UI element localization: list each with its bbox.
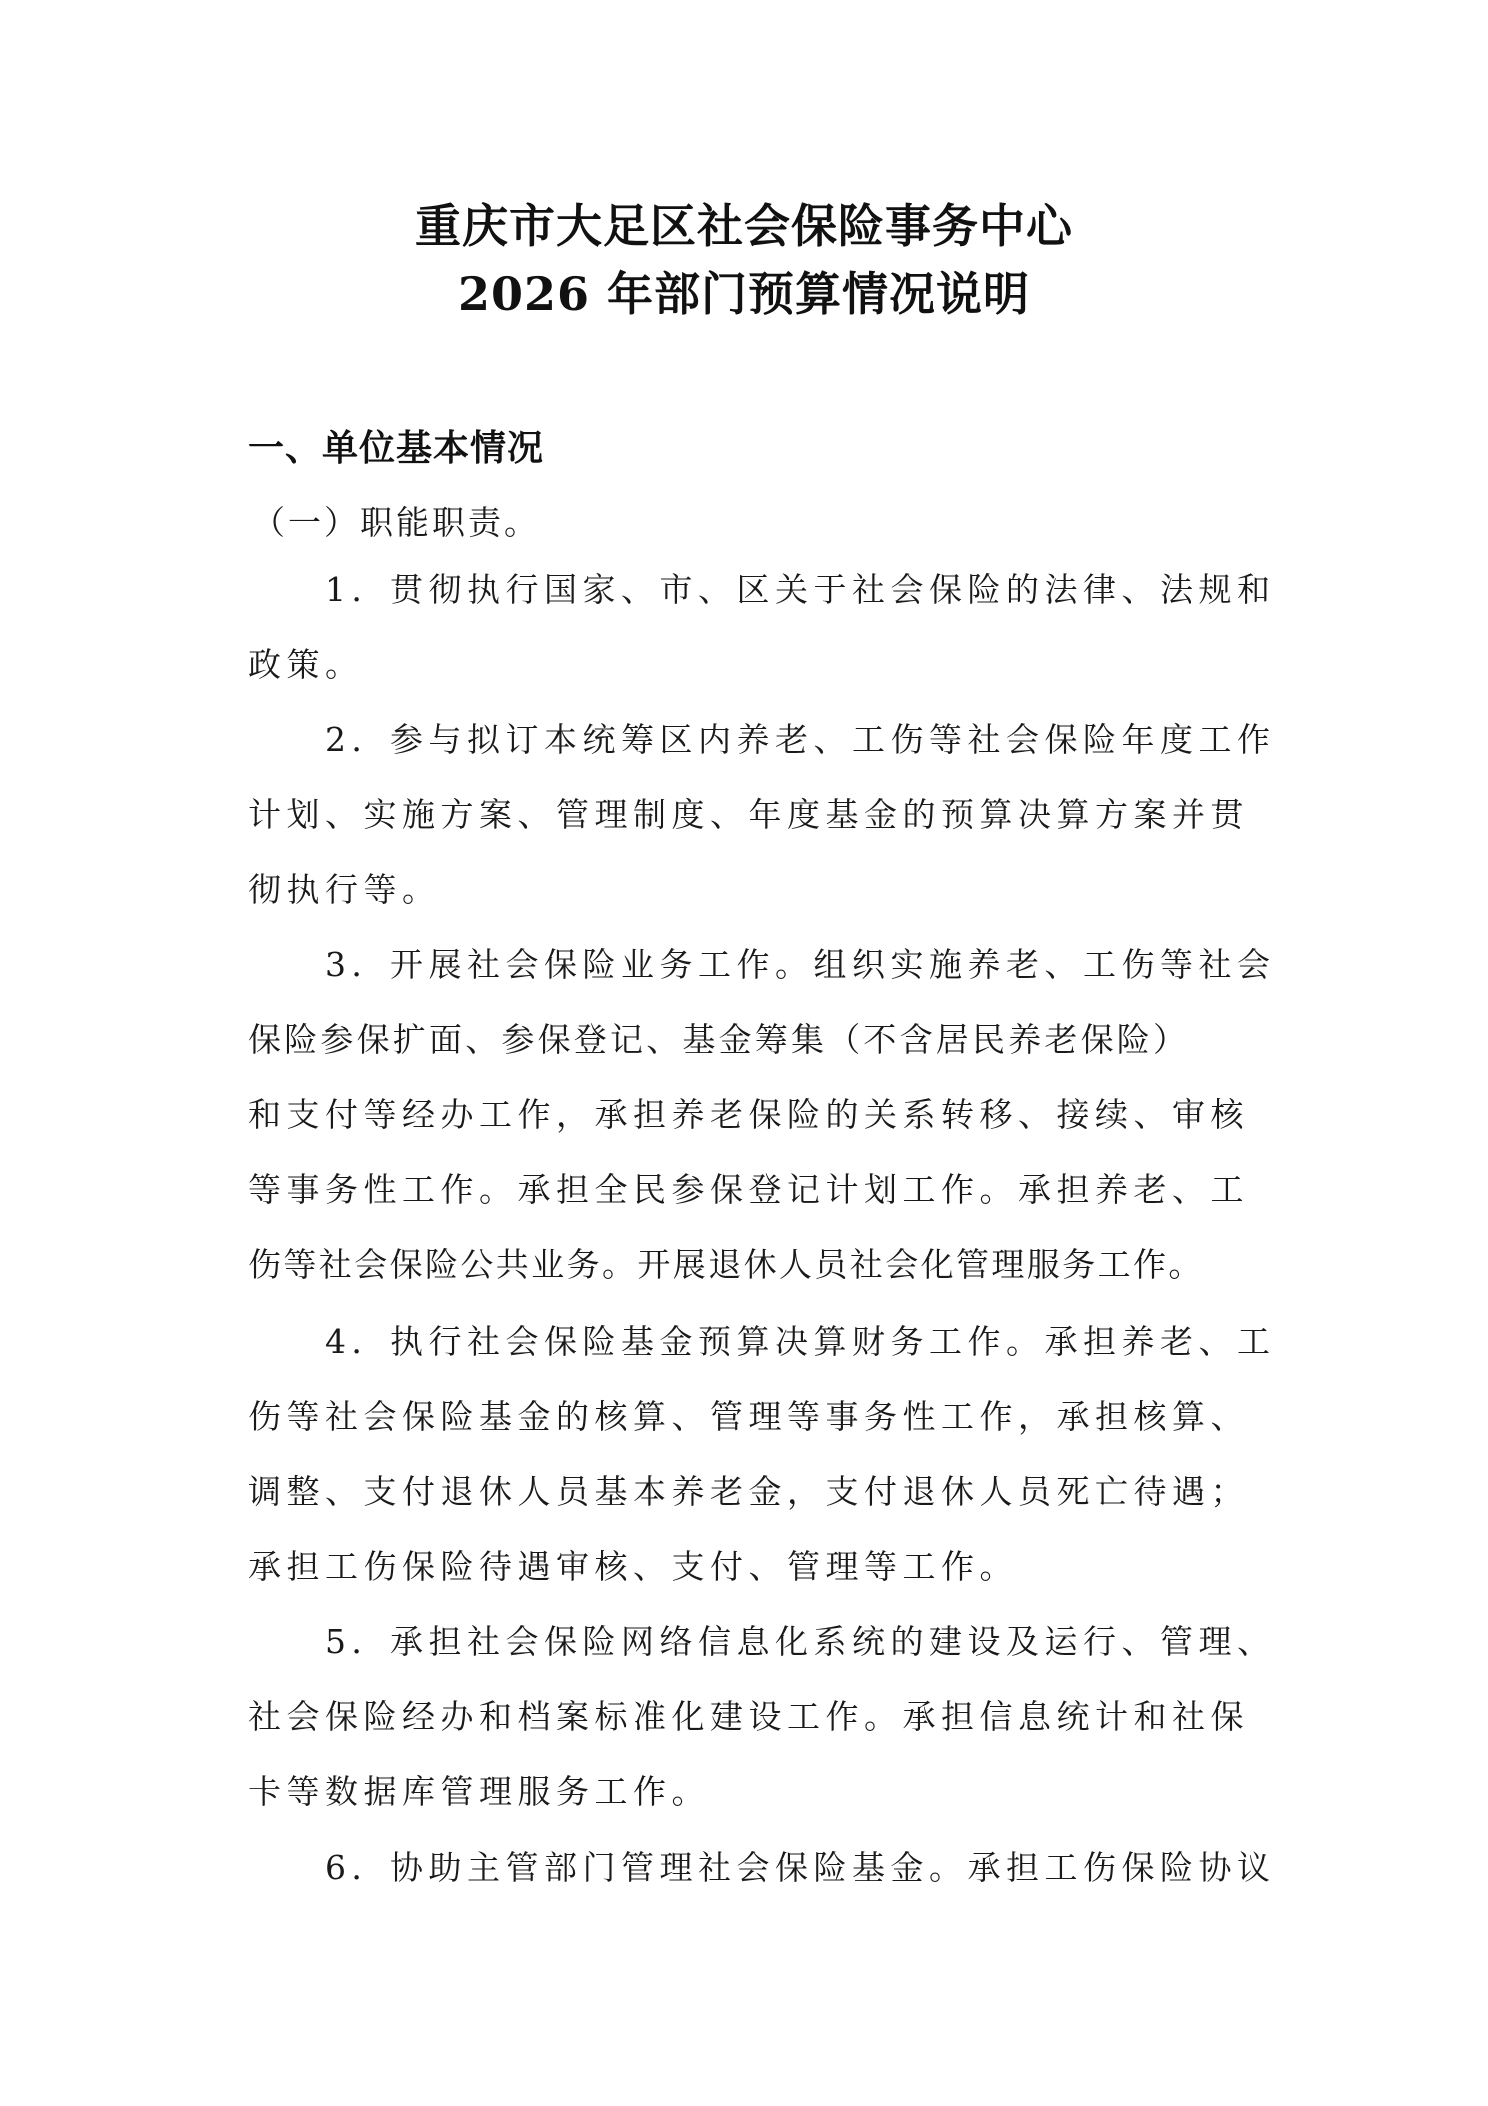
paragraph-line: 承担工伤保险待遇审核、支付、管理等工作。 (248, 1547, 1018, 1586)
paragraph-line: 卡等数据库管理服务工作。 (248, 1772, 710, 1811)
paragraph-line: 6．协助主管部门管理社会保险基金。承担工伤保险协议 (325, 1848, 1276, 1887)
paragraph-line: 社会保险经办和档案标准化建设工作。承担信息统计和社保 (248, 1697, 1249, 1736)
paragraph-line: 伤等社会保险公共业务。开展退休人员社会化管理服务工作。 (248, 1245, 1204, 1284)
paragraph-line: 等事务性工作。承担全民参保登记计划工作。承担养老、工 (248, 1170, 1249, 1209)
paragraph-line: 调整、支付退休人员基本养老金，支付退休人员死亡待遇； (248, 1472, 1249, 1511)
paragraph-line: 计划、实施方案、管理制度、年度基金的预算决算方案并贯 (248, 795, 1249, 834)
paragraph-line: 保险参保扩面、参保登记、基金筹集（不含居民养老保险） (248, 1020, 1190, 1059)
paragraph-line: 5．承担社会保险网络信息化系统的建设及运行、管理、 (325, 1622, 1276, 1661)
paragraph-line: 彻执行等。 (248, 870, 441, 909)
paragraph-line: 3．开展社会保险业务工作。组织实施养老、工伤等社会 (325, 945, 1276, 984)
subsection-heading: （一）职能职责。 (252, 503, 540, 542)
paragraph-line: 2．参与拟订本统筹区内养老、工伤等社会保险年度工作 (325, 720, 1276, 759)
paragraph-line: 1．贯彻执行国家、市、区关于社会保险的法律、法规和 (325, 570, 1276, 609)
paragraph-line: 4．执行社会保险基金预算决算财务工作。承担养老、工 (325, 1322, 1276, 1361)
section-heading: 一、单位基本情况 (248, 428, 545, 469)
paragraph-line: 政策。 (248, 645, 364, 684)
document-title-line-2: 2026 年部门预算情况说明 (457, 267, 1031, 321)
paragraph-line: 和支付等经办工作，承担养老保险的关系转移、接续、审核 (248, 1095, 1249, 1134)
document-title-line-1: 重庆市大足区社会保险事务中心 (415, 199, 1073, 253)
paragraph-line: 伤等社会保险基金的核算、管理等事务性工作，承担核算、 (248, 1397, 1249, 1436)
